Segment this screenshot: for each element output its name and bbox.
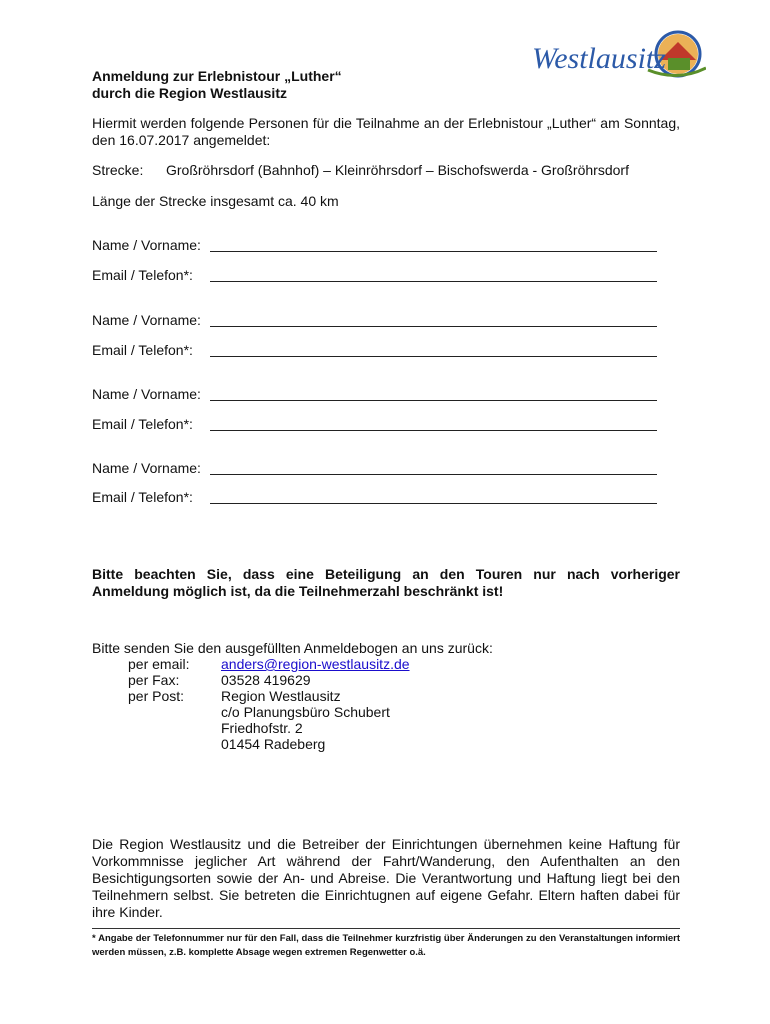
route-line: [92, 162, 629, 179]
name-input-line[interactable]: [210, 326, 657, 327]
fax-number: 03528 419629: [221, 672, 311, 688]
address-line-1: Region Westlausitz: [221, 688, 341, 704]
contact-label: Email / Telefon*:: [92, 342, 193, 358]
name-label: Name / Vorname:: [92, 312, 201, 328]
route-value: Großröhrsdorf (Bahnhof) – Kleinröhrsdorf – Bischofswerda - Großröhrsdorf: [166, 162, 629, 178]
name-field-4[interactable]: [92, 460, 657, 477]
name-field-3[interactable]: [92, 386, 657, 403]
registration-notice: Bitte beachten Sie, dass eine Beteiligung an den Touren nur nach vorheriger Anmeldung möglich ist, da die Teilnehmerzahl beschränkt ist!: [92, 566, 680, 599]
fax-label: per Fax:: [128, 672, 180, 688]
name-input-line[interactable]: [210, 474, 657, 475]
contact-field-4[interactable]: [92, 489, 657, 506]
logo-wordmark: Westlausitz: [532, 42, 666, 75]
contact-input-line[interactable]: [210, 430, 657, 431]
form-title: [92, 68, 342, 102]
name-label: Name / Vorname:: [92, 386, 201, 402]
name-input-line[interactable]: [210, 251, 657, 252]
form-title-line1: Anmeldung zur Erlebnistour „Luther“: [92, 68, 342, 84]
intro-text: Hiermit werden folgende Personen für die Teilnahme an der Erlebnistour „Luther“ am Sonntag, den 16.07.2017 angemeldet:: [92, 115, 680, 148]
name-field-2[interactable]: [92, 312, 657, 329]
contact-input-line[interactable]: [210, 281, 657, 282]
footnote-divider: [92, 928, 680, 929]
contact-field-1[interactable]: [92, 267, 657, 284]
email-label: per email:: [128, 656, 190, 672]
contact-input-line[interactable]: [210, 356, 657, 357]
address-line-4: 01454 Radeberg: [221, 736, 326, 752]
route-length: Länge der Strecke insgesamt ca. 40 km: [92, 193, 339, 209]
name-input-line[interactable]: [210, 400, 657, 401]
name-field-1[interactable]: [92, 237, 657, 254]
contact-label: Email / Telefon*:: [92, 416, 193, 432]
contact-input-line[interactable]: [210, 503, 657, 504]
footnote: * Angabe der Telefonnummer nur für den Fall, dass die Teilnehmer kurzfristig über Änderungen zu den Veranstaltungen informiert werden müssen, z.B. komplette Absage wegen extremen Regenwetter o.ä.: [92, 933, 680, 958]
send-instructions: Bitte senden Sie den ausgefüllten Anmeldebogen an uns zurück:: [92, 640, 493, 656]
name-label: Name / Vorname:: [92, 460, 201, 476]
address-line-3: Friedhofstr. 2: [221, 720, 303, 736]
contact-label: Email / Telefon*:: [92, 489, 193, 505]
contact-label: Email / Telefon*:: [92, 267, 193, 283]
contact-field-3[interactable]: [92, 416, 657, 433]
route-label: Strecke:: [92, 162, 144, 178]
address-line-2: c/o Planungsbüro Schubert: [221, 704, 390, 720]
westlausitz-logo: [528, 30, 706, 82]
form-title-line2: durch die Region Westlausitz: [92, 85, 287, 101]
liability-disclaimer: Die Region Westlausitz und die Betreiber der Einrichtungen übernehmen keine Haftung für Vorkommnisse jeglicher Art während der Fahrt/Wanderung, den Aufenthalten an den Besichtigungsorten sowie der An- und Abreise. Die Verantwortung und Haftung liegt bei den Teilnehmern selbst. Sie betreten die Einrichtugnen auf eigene Gefahr. Eltern haften dabei für ihre Kinder.: [92, 836, 680, 920]
post-label: per Post:: [128, 688, 185, 704]
email-link[interactable]: anders@region-westlausitz.de: [221, 656, 410, 672]
name-label: Name / Vorname:: [92, 237, 201, 253]
contact-field-2[interactable]: [92, 342, 657, 359]
